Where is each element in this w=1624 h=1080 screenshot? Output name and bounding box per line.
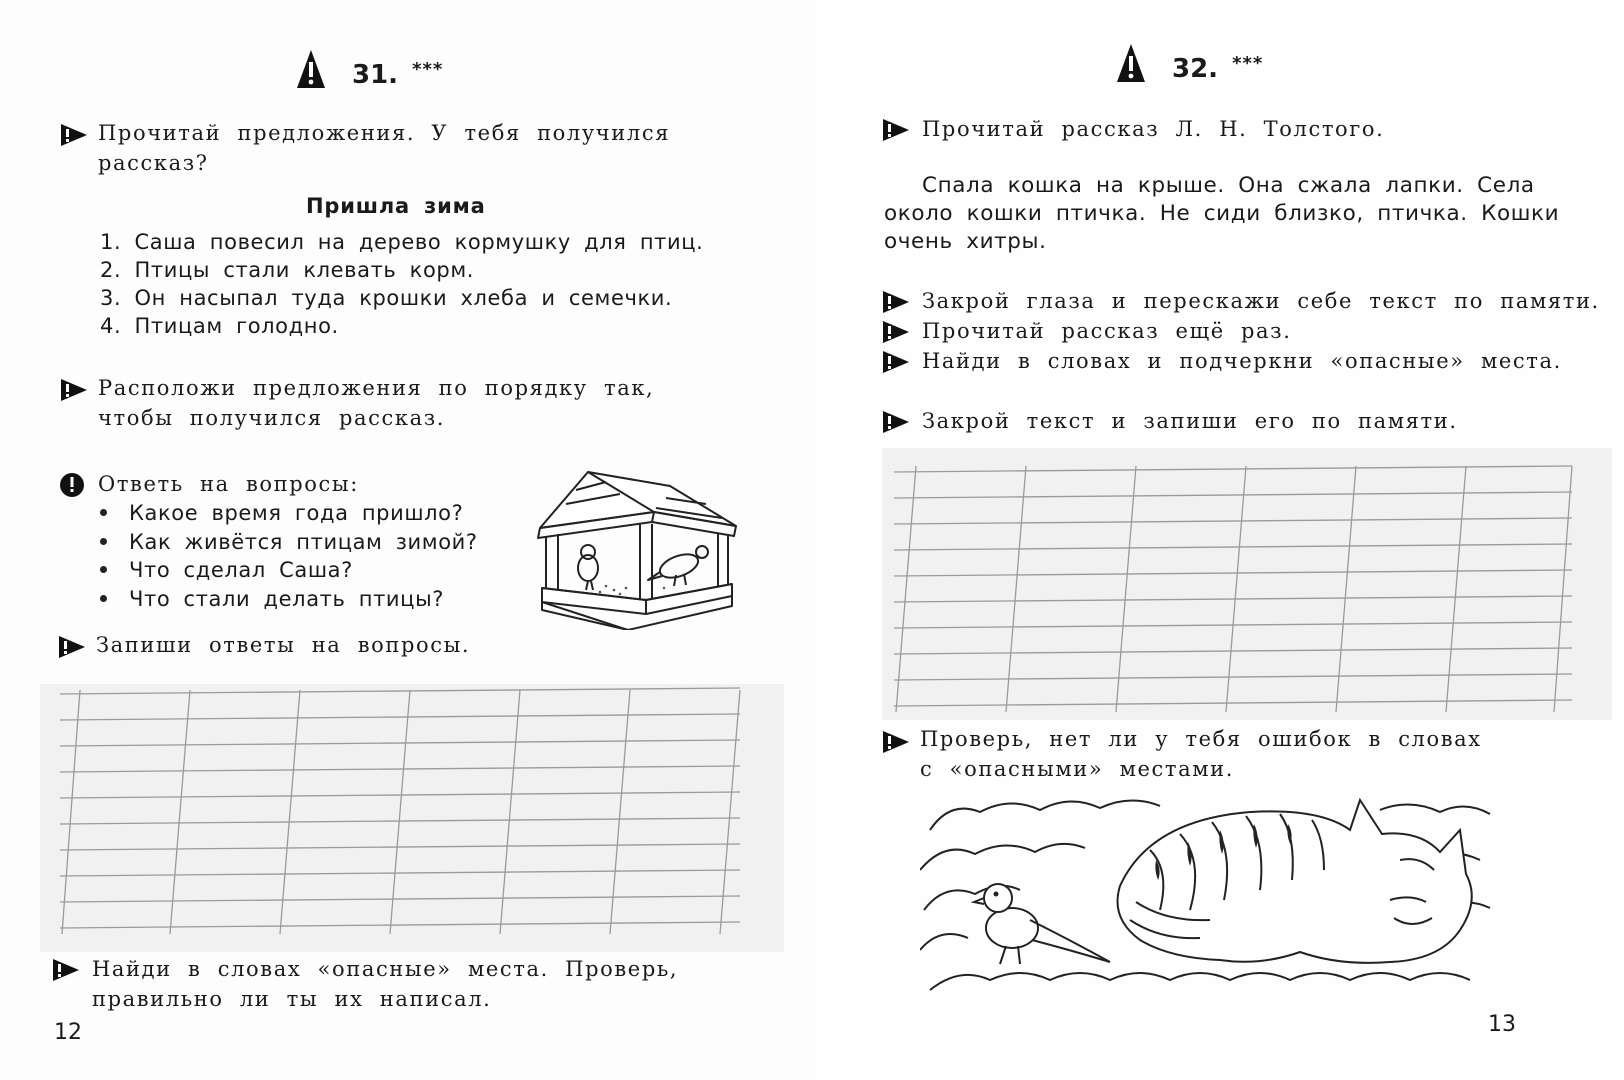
circle-exclamation-icon xyxy=(59,472,85,498)
cat-on-roof-illustration xyxy=(920,790,1500,1000)
writing-lines[interactable] xyxy=(40,684,784,952)
list-item: Что стали делать птицы? xyxy=(100,585,478,614)
arrow-exclamation-icon xyxy=(882,118,910,142)
difficulty-stars: *** xyxy=(1232,53,1264,74)
instruction-read: Прочитай предложения. У тебя получился рассказ? xyxy=(98,121,671,175)
instruction-write: Запиши ответы на вопросы. xyxy=(96,633,471,657)
arrow-exclamation-icon xyxy=(58,635,86,659)
bird-feeder-illustration xyxy=(536,468,740,630)
instruction-check: Проверь, нет ли у тебя ошибок в словах с «опасными» местами. xyxy=(920,727,1482,781)
arrow-exclamation-icon xyxy=(882,730,910,754)
task-number: 32. xyxy=(1172,54,1219,84)
list-item: Что сделал Саша? xyxy=(100,556,478,585)
arrow-exclamation-icon xyxy=(60,378,88,402)
instruction-reread: Прочитай рассказ ещё раз. xyxy=(922,319,1292,343)
question-list xyxy=(100,499,478,613)
instruction-retell: Закрой глаза и перескажи себе текст по памяти. xyxy=(922,289,1600,313)
arrow-exclamation-icon xyxy=(52,958,80,982)
instruction-read-story: Прочитай рассказ Л. Н. Толстого. xyxy=(922,117,1385,141)
arrow-exclamation-icon xyxy=(882,410,910,434)
exclamation-triangle-icon xyxy=(296,48,326,90)
story-title: Пришла зима xyxy=(306,194,486,218)
instruction-underline: Найди в словах и подчеркни «опасные» места. xyxy=(922,349,1562,373)
task-number: 31. xyxy=(352,60,399,90)
instruction-answer: Ответь на вопросы: xyxy=(98,472,359,496)
list-item: 1. Саша повесил на дерево кормушку для птиц. xyxy=(100,230,704,254)
instruction-block xyxy=(922,286,1600,376)
arrow-exclamation-icon xyxy=(60,123,88,147)
task-header-32 xyxy=(1116,42,1263,84)
list-item: Какое время года пришло? xyxy=(100,499,478,528)
list-item: 2. Птицы стали клевать корм. xyxy=(100,258,475,282)
writing-lines[interactable] xyxy=(882,448,1612,720)
instruction-find: Найди в словах «опасные» места. Проверь, правильно ли ты их написал. xyxy=(92,957,679,1011)
story-text: Спала кошка на крыше. Она сжала лапки. Села около кошки птичка. Не сиди близко, птичка. Кошки очень хитры. xyxy=(884,173,1560,254)
page-number-left: 12 xyxy=(54,1020,82,1045)
difficulty-stars: *** xyxy=(412,59,444,80)
instruction-write-memory: Закрой текст и запиши его по памяти. xyxy=(922,409,1458,433)
list-item: Как живётся птицам зимой? xyxy=(100,528,478,557)
task-header-31 xyxy=(296,48,443,90)
instruction-order: Расположи предложения по порядку так, чтобы получился рассказ. xyxy=(98,376,655,430)
exclamation-triangle-icon xyxy=(1116,42,1146,84)
arrow-exclamation-icon xyxy=(882,320,910,344)
list-item: 4. Птицам голодно. xyxy=(100,314,339,338)
sentence-list xyxy=(100,228,703,340)
arrow-exclamation-icon xyxy=(882,290,910,314)
list-item: 3. Он насыпал туда крошки хлеба и семечки. xyxy=(100,286,673,310)
right-page xyxy=(812,0,1624,1080)
page-number-right: 13 xyxy=(1488,1012,1516,1037)
arrow-exclamation-icon xyxy=(882,350,910,374)
